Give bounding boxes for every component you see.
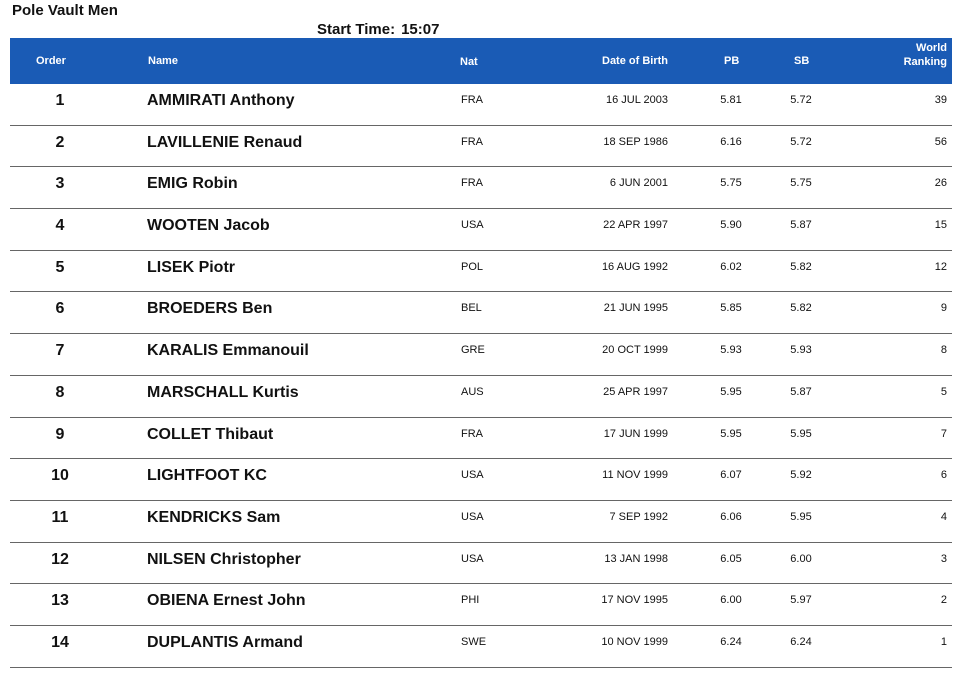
athlete-world-ranking: 15 [934,219,947,232]
athlete-pb: 5.95 [720,427,742,440]
table-row [10,126,952,168]
table-row [10,209,952,251]
athlete-world-ranking: 6 [940,469,947,482]
athlete-sb: 6.24 [790,635,812,648]
athlete-nat: FRA [461,427,483,440]
table-row [10,543,952,585]
athlete-world-ranking: 2 [940,594,947,607]
athlete-order: 11 [51,508,69,526]
athlete-sb: 5.87 [790,385,812,398]
athlete-name: COLLET Thibaut [147,425,274,443]
athlete-name: BROEDERS Ben [147,300,273,318]
athlete-sb: 5.82 [790,260,812,273]
start-time-value: 15:07 [401,21,440,38]
athlete-name: KENDRICKS Sam [147,508,281,526]
athlete-name: LAVILLENIE Renaud [147,133,303,151]
athlete-pb: 5.90 [720,219,742,232]
table-row [10,84,952,126]
athlete-dob: 21 JUN 1995 [603,302,668,315]
athlete-name: KARALIS Emmanouil [147,342,309,360]
athlete-name: LIGHTFOOT KC [147,467,267,485]
athlete-world-ranking: 4 [940,510,947,523]
athlete-dob: 13 JAN 1998 [604,552,668,565]
athlete-pb: 6.16 [720,135,742,148]
athlete-name: EMIG Robin [147,175,238,193]
table-row [10,459,952,501]
athlete-name: WOOTEN Jacob [147,217,270,235]
athlete-nat: POL [461,260,484,273]
athlete-order: 4 [55,217,65,235]
athlete-sb: 5.75 [790,177,812,190]
start-time-label: Start Time: [317,21,396,38]
athlete-nat: FRA [461,177,483,190]
athlete-name: OBIENA Ernest John [147,592,306,610]
athlete-world-ranking: 12 [934,260,947,273]
column-header-name: Name [148,55,178,67]
table-row [10,292,952,334]
table-row [10,584,952,626]
athlete-dob: 17 JUN 1999 [603,427,668,440]
athlete-dob: 18 SEP 1986 [603,135,668,148]
column-header-world-ranking [904,41,947,69]
athlete-dob: 25 APR 1997 [603,385,668,398]
table-row [10,167,952,209]
athlete-pb: 5.85 [720,302,742,315]
athlete-nat: USA [461,552,484,565]
athlete-pb: 6.05 [720,552,742,565]
table-row [10,626,952,668]
athlete-dob: 6 JUN 2001 [609,177,668,190]
athlete-sb: 5.87 [790,219,812,232]
table-row [10,376,952,418]
athlete-world-ranking: 9 [940,302,947,315]
athlete-order: 10 [51,467,69,485]
athlete-pb: 5.93 [720,344,742,357]
table-row [10,501,952,543]
athlete-pb: 6.07 [720,469,742,482]
column-header-world-ranking-line1: World [916,42,947,54]
athlete-pb: 6.06 [720,510,742,523]
athlete-order: 3 [55,175,65,193]
athlete-world-ranking: 8 [940,344,947,357]
athlete-sb: 5.72 [790,135,812,148]
athlete-nat: USA [461,469,484,482]
athlete-sb: 5.95 [790,427,812,440]
athlete-name: DUPLANTIS Armand [147,633,303,651]
athlete-pb: 6.00 [720,594,742,607]
athlete-pb: 5.75 [720,177,742,190]
athlete-order: 13 [51,592,69,610]
athlete-pb: 5.95 [720,385,742,398]
athlete-nat: SWE [461,635,487,648]
column-header-sb: SB [794,55,810,67]
athlete-dob: 11 NOV 1999 [602,469,668,482]
athlete-order: 2 [55,133,65,151]
athlete-order: 7 [55,342,65,360]
athlete-world-ranking: 3 [940,552,947,565]
athlete-name: LISEK Piotr [147,258,236,276]
athlete-nat: FRA [461,135,483,148]
athlete-sb: 5.97 [790,594,812,607]
athlete-dob: 17 NOV 1995 [601,594,668,607]
athlete-sb: 5.93 [790,344,812,357]
athlete-dob: 20 OCT 1999 [602,344,668,357]
athlete-order: 1 [55,92,65,109]
table-row [10,334,952,376]
athlete-dob: 16 AUG 1992 [601,260,668,273]
athlete-order: 12 [51,550,69,568]
athlete-name: MARSCHALL Kurtis [147,383,299,401]
athlete-order: 8 [55,383,65,401]
athlete-world-ranking: 7 [940,427,947,440]
athlete-nat: AUS [461,385,484,398]
athlete-nat: FRA [461,94,483,106]
athlete-order: 5 [55,258,65,276]
athlete-sb: 5.72 [790,94,812,106]
athlete-pb: 6.24 [720,635,742,648]
table-header [10,38,952,84]
athlete-nat: BEL [461,302,482,315]
athlete-dob: 22 APR 1997 [603,219,668,232]
table-row [10,251,952,293]
athlete-order: 6 [55,300,65,318]
athlete-nat: USA [461,219,484,232]
athlete-pb: 6.02 [720,260,742,273]
athlete-order: 14 [51,633,69,651]
athlete-world-ranking: 39 [934,94,947,106]
athlete-sb: 5.92 [790,469,812,482]
athlete-pb: 5.81 [720,94,742,106]
athlete-order: 9 [55,425,65,443]
athlete-sb: 5.82 [790,302,812,315]
athlete-sb: 6.00 [790,552,812,565]
athlete-sb: 5.95 [790,510,812,523]
athlete-world-ranking: 1 [940,635,947,648]
start-list-table [10,84,952,668]
column-header-pb: PB [724,55,740,67]
column-header-nat: Nat [460,56,478,68]
athlete-world-ranking: 26 [934,177,947,190]
start-time [317,21,439,38]
athlete-world-ranking: 5 [940,385,947,398]
athlete-dob: 16 JUL 2003 [606,94,668,106]
athlete-name: NILSEN Christopher [147,550,301,568]
athlete-nat: GRE [461,344,485,357]
athlete-name: AMMIRATI Anthony [147,92,295,109]
athlete-nat: PHI [461,594,480,607]
athlete-world-ranking: 56 [934,135,947,148]
table-row [10,418,952,460]
athlete-dob: 7 SEP 1992 [609,510,668,523]
column-header-dob: Date of Birth [602,55,668,67]
column-header-world-ranking-line2: Ranking [903,56,947,68]
athlete-nat: USA [461,510,484,523]
athlete-dob: 10 NOV 1999 [601,635,668,648]
event-title: Pole Vault Men [12,2,118,19]
column-header-order: Order [36,55,66,67]
